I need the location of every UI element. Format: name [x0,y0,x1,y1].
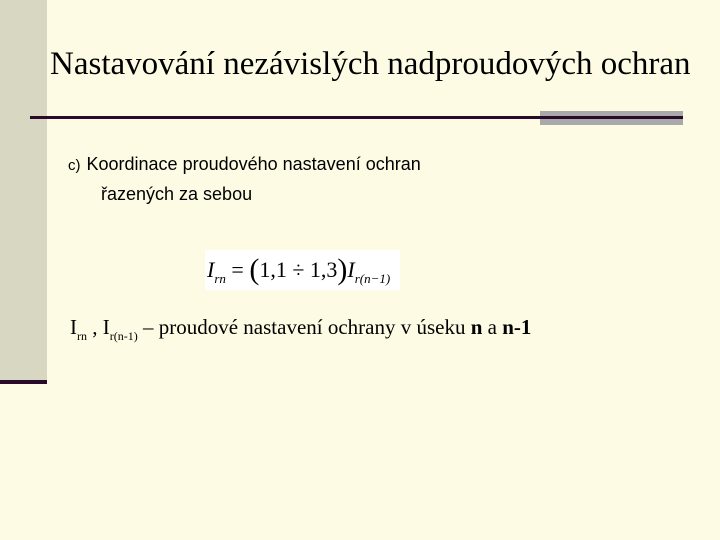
desc-sub1: rn [77,329,87,343]
bullet-text-line2: řazených za sebou [101,184,253,204]
bullet-text-line1: Koordinace proudového nastavení ochran [86,154,421,174]
desc-n-minus-1: n-1 [502,315,532,339]
desc-n: n [470,315,483,339]
variable-description [70,312,531,351]
left-decor-bar [0,0,47,382]
formula-rhs-sub: r(n−1) [354,271,391,286]
bullet-item [68,150,628,208]
desc-and: a [482,315,503,339]
title-rule-end [540,116,683,119]
bullet-marker: c) [68,157,81,174]
left-decor-bar-base [0,380,47,384]
formula-lhs-var: I [207,257,215,282]
desc-var2: I [102,315,110,339]
formula-rhs-var: I [347,257,355,282]
formula-equals: = [231,257,244,282]
desc-sub2: r(n-1) [109,329,138,343]
formula-lhs-sub: rn [214,271,226,286]
formula-close-paren: ) [337,253,348,286]
formula-open-paren: ( [249,253,260,286]
desc-separator: , [87,315,103,339]
title-rule [30,116,542,119]
desc-text: – proudové nastavení ochrany v úseku [137,315,471,339]
formula [207,252,390,288]
formula-range: 1,1 ÷ 1,3 [259,257,338,282]
slide-title: Nastavování nezávislých nadproudových ochran [50,46,691,82]
desc-var1: I [70,315,77,339]
